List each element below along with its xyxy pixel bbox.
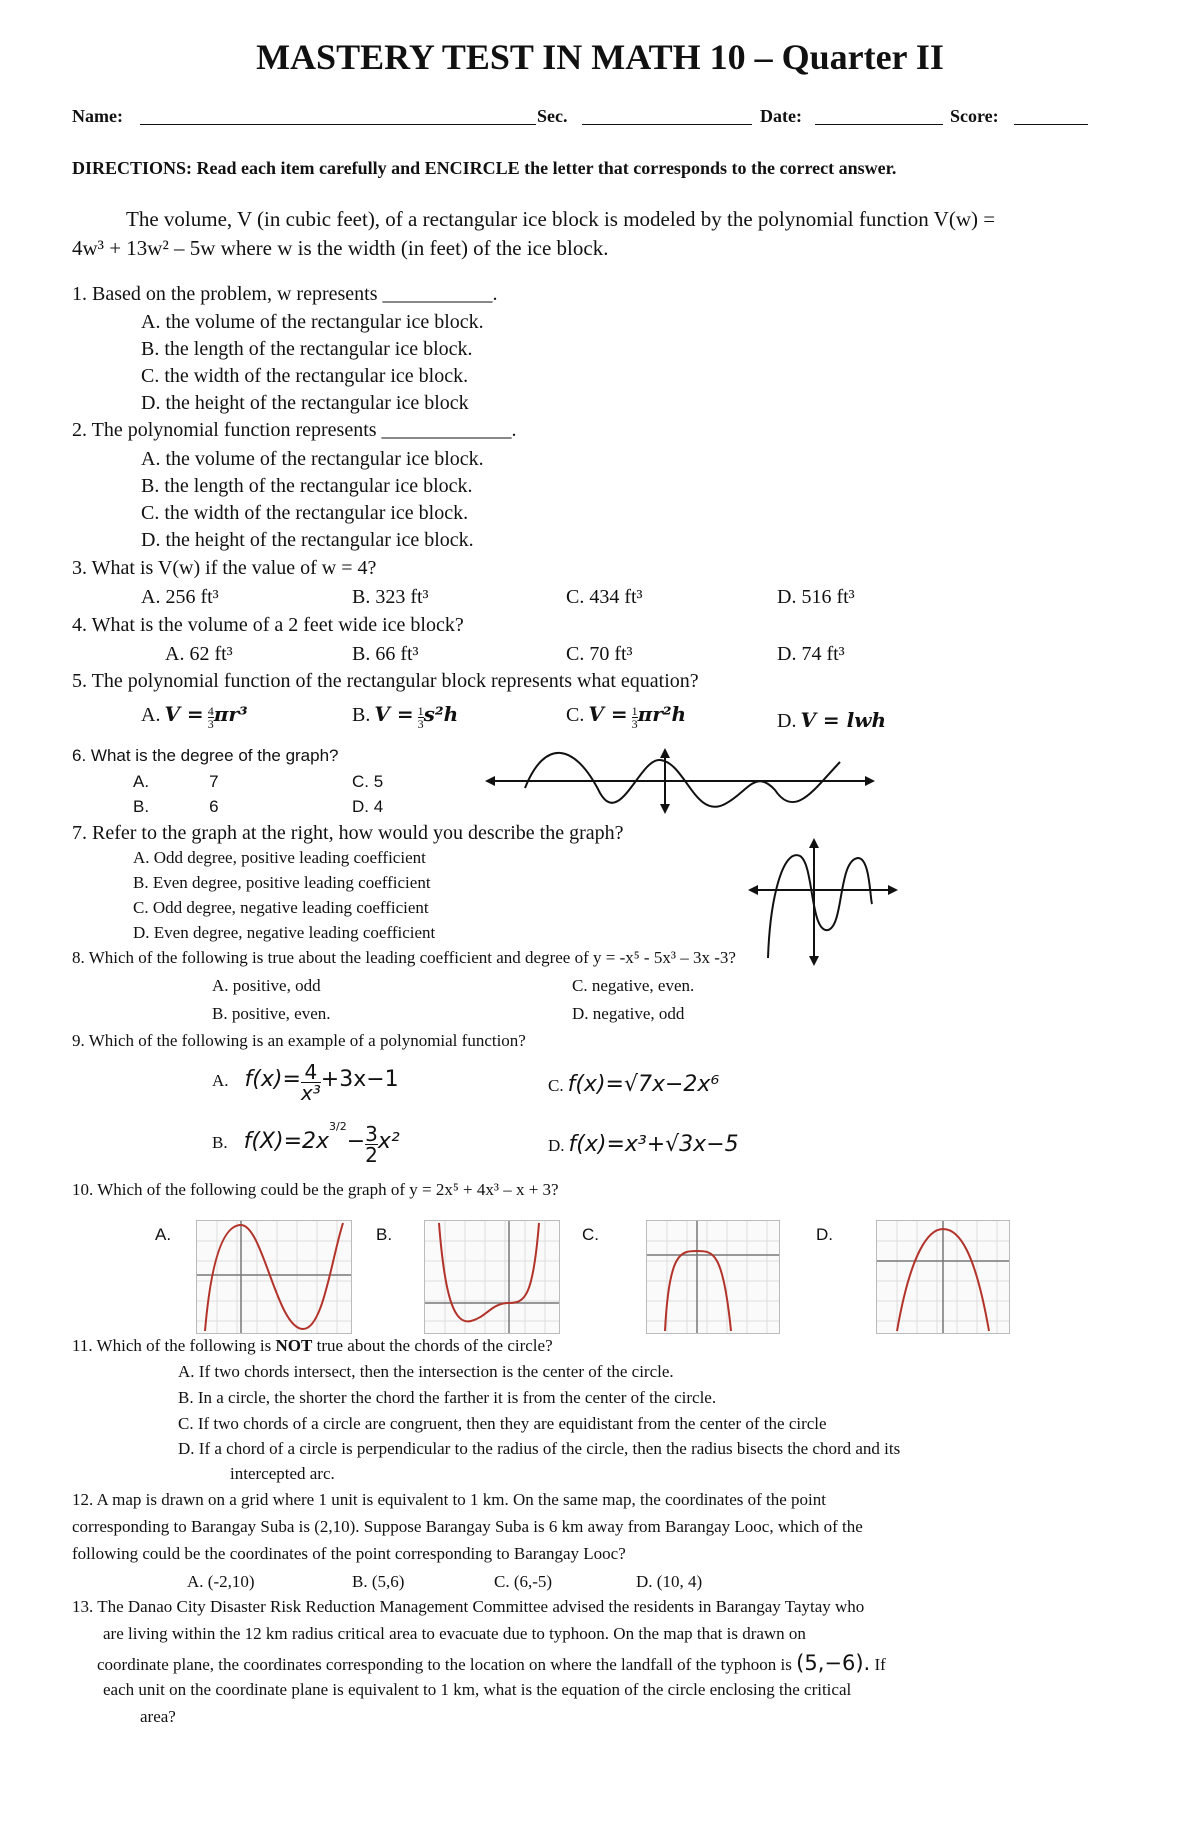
q5-a-rhs: πr³: [213, 702, 248, 726]
q7-option-b[interactable]: B. Even degree, positive leading coefficient: [133, 873, 431, 892]
q5-option-d[interactable]: [777, 708, 886, 733]
q5-option-b[interactable]: [352, 702, 458, 730]
q13-line-2: are living within the 12 km radius critical area to evacuate due to typhoon. On the map that is drawn on: [103, 1624, 806, 1643]
q10-graph-b[interactable]: [424, 1220, 560, 1334]
q3-option-d[interactable]: D. 516 ft³: [777, 586, 855, 608]
q9-a-lhs: f(x)=: [244, 1067, 301, 1093]
score-label: Score:: [950, 106, 999, 126]
q9-option-c[interactable]: [548, 1072, 719, 1097]
q9-b-rest: x²: [377, 1129, 400, 1154]
q9-d-expr: f(x)=x³+√3x−5: [568, 1132, 739, 1157]
q2-stem: 2. The polynomial function represents _____________.: [72, 419, 517, 441]
q11-option-d-cont: intercepted arc.: [230, 1464, 335, 1483]
q2-option-c[interactable]: C. the width of the rectangular ice block.: [141, 502, 469, 524]
q4-option-c[interactable]: C. 70 ft³: [566, 643, 633, 665]
q6-option-b[interactable]: [133, 797, 219, 817]
q6-b-value: 6: [209, 797, 219, 816]
q11-stem-post: true about the chords of the circle?: [312, 1336, 553, 1355]
q3-option-b[interactable]: B. 323 ft³: [352, 586, 429, 608]
q13-line-1: 13. The Danao City Disaster Risk Reduction Management Committee advised the residents in Barangay Taytay who: [72, 1597, 865, 1616]
q10-option-c-label[interactable]: C.: [582, 1225, 599, 1244]
q9-option-d[interactable]: [548, 1132, 739, 1157]
q3-option-a[interactable]: A. 256 ft³: [141, 586, 219, 608]
q9-option-b[interactable]: [212, 1120, 400, 1165]
q11-option-c[interactable]: C. If two chords of a circle are congruent, then they are equidistant from the center of the circle: [178, 1414, 827, 1433]
q2-option-b[interactable]: B. the length of the rectangular ice block.: [141, 475, 473, 497]
q6-stem: 6. What is the degree of the graph?: [72, 746, 339, 765]
q5-d-expr: V = lwh: [800, 708, 887, 732]
q1-option-c[interactable]: C. the width of the rectangular ice block.: [141, 365, 469, 387]
q5-d-letter: D.: [777, 710, 797, 732]
q9-b-exponent: 3/2: [329, 1120, 347, 1133]
q13-landfall-coordinates: (5,−6).: [796, 1651, 871, 1675]
q5-a-num: 4: [207, 703, 214, 718]
q5-a-den: 3: [207, 716, 214, 731]
q10-option-a-label[interactable]: A.: [155, 1225, 172, 1244]
q5-a-lhs: V =: [164, 702, 204, 726]
q4-option-d[interactable]: D. 74 ft³: [777, 643, 845, 665]
q9-b-minus: −: [346, 1129, 366, 1154]
q5-c-rhs: πr²h: [637, 702, 687, 726]
q9-a-num: 4: [304, 1060, 318, 1084]
q1-stem: 1. Based on the problem, w represents ___________.: [72, 283, 498, 305]
q13-line-4: each unit on the coordinate plane is equivalent to 1 km, what is the equation of the circle enclosing the critical: [103, 1680, 852, 1699]
q12-option-b[interactable]: B. (5,6): [352, 1572, 405, 1591]
q1-option-a[interactable]: A. the volume of the rectangular ice block.: [141, 311, 484, 333]
q6-graph: [485, 748, 875, 814]
q10-option-b-label[interactable]: B.: [376, 1225, 393, 1244]
q12-line-1: 12. A map is drawn on a grid where 1 unit is equivalent to 1 km. On the same map, the coordinates of the point: [72, 1490, 826, 1509]
name-label: Name:: [72, 106, 123, 126]
q7-option-a[interactable]: A. Odd degree, positive leading coefficient: [133, 848, 426, 867]
q10-graph-a[interactable]: [196, 1220, 352, 1334]
q5-b-rhs: s²h: [423, 702, 459, 726]
q11-option-b[interactable]: B. In a circle, the shorter the chord the farther it is from the center of the circle.: [178, 1388, 717, 1407]
q13-line-3a: coordinate plane, the coordinates corresponding to the location on where the landfall of the typhoon is: [97, 1655, 792, 1674]
q9-a-den: x³: [300, 1081, 321, 1105]
q9-b-num: 3: [365, 1121, 378, 1146]
q5-c-lhs: V =: [588, 702, 628, 726]
q4-stem: 4. What is the volume of a 2 feet wide ice block?: [72, 614, 464, 636]
q6-b-letter: B.: [133, 797, 150, 816]
q5-c-num: 1: [631, 703, 638, 718]
q6-a-letter: A.: [133, 772, 150, 791]
q3-option-c[interactable]: C. 434 ft³: [566, 586, 643, 608]
q5-b-lhs: V =: [374, 702, 414, 726]
q8-stem: 8. Which of the following is true about the leading coefficient and degree of y = -x⁵ - 5x³ – 3x -3?: [72, 948, 736, 967]
sec-field[interactable]: [582, 108, 752, 130]
q13-line-3: [97, 1651, 886, 1675]
q7-option-d[interactable]: D. Even degree, negative leading coefficient: [133, 923, 436, 942]
sec-label: Sec.: [537, 106, 568, 126]
q11-option-a[interactable]: A. If two chords intersect, then the intersection is the center of the circle.: [178, 1362, 674, 1381]
q5-b-num: 1: [417, 703, 424, 718]
q9-b-letter: B.: [212, 1133, 228, 1152]
q2-option-a[interactable]: A. the volume of the rectangular ice block.: [141, 448, 484, 470]
problem-line-2: 4w³ + 13w² – 5w where w is the width (in feet) of the ice block.: [72, 236, 609, 260]
q7-option-c[interactable]: C. Odd degree, negative leading coefficient: [133, 898, 429, 917]
q9-stem: 9. Which of the following is an example of a polynomial function?: [72, 1031, 526, 1050]
q9-a-letter: A.: [212, 1071, 229, 1091]
q11-stem-pre: 11. Which of the following is: [72, 1336, 276, 1355]
q5-option-a[interactable]: [141, 702, 248, 730]
q11-option-d[interactable]: D. If a chord of a circle is perpendicular to the radius of the circle, then the radius bisects the chord and its: [178, 1439, 901, 1458]
q7-graph: [748, 838, 898, 966]
q13-line-3c: If: [874, 1655, 886, 1674]
q5-stem: 5. The polynomial function of the rectangular block represents what equation?: [72, 670, 699, 692]
q5-option-c[interactable]: [566, 702, 686, 730]
q6-option-a[interactable]: [133, 772, 219, 792]
q9-option-a[interactable]: [212, 1062, 399, 1103]
q4-option-a[interactable]: A. 62 ft³: [165, 643, 233, 665]
q5-c-den: 3: [631, 716, 638, 731]
q7-stem: 7. Refer to the graph at the right, how would you describe the graph?: [72, 822, 624, 844]
q12-line-2: corresponding to Barangay Suba is (2,10). Suppose Barangay Suba is 6 km away from Barangay Looc, which of the: [72, 1517, 863, 1536]
q3-stem: 3. What is V(w) if the value of w = 4?: [72, 557, 377, 579]
q9-c-expr: f(x)=√7x−2x⁶: [567, 1072, 720, 1097]
q11-stem: [72, 1336, 553, 1356]
q9-b-den: 2: [365, 1142, 378, 1167]
q5-a-letter: A.: [141, 704, 161, 726]
q5-b-den: 3: [417, 716, 424, 731]
q6-option-c[interactable]: C. 5: [352, 772, 384, 791]
q8-option-c[interactable]: C. negative, even.: [572, 976, 695, 995]
date-field[interactable]: [815, 108, 943, 130]
q10-graph-d[interactable]: [876, 1220, 1010, 1334]
q9-c-letter: C.: [548, 1076, 564, 1095]
q10-graph-c[interactable]: [646, 1220, 780, 1334]
score-field[interactable]: [1014, 108, 1088, 130]
q1-option-b[interactable]: B. the length of the rectangular ice block.: [141, 338, 473, 360]
q8-option-b[interactable]: B. positive, even.: [212, 1004, 331, 1023]
q9-a-rest: +3x−1: [320, 1067, 399, 1093]
q11-stem-bold: NOT: [275, 1336, 313, 1355]
q12-option-a[interactable]: A. (-2,10): [187, 1572, 255, 1591]
q12-option-d[interactable]: D. (10, 4): [636, 1572, 703, 1591]
q6-a-value: 7: [209, 772, 219, 791]
q2-option-d[interactable]: D. the height of the rectangular ice block.: [141, 529, 474, 551]
q12-line-3: following could be the coordinates of the point corresponding to Barangay Looc?: [72, 1544, 626, 1563]
q10-option-d-label[interactable]: D.: [816, 1225, 833, 1244]
problem-line-1: The volume, V (in cubic feet), of a rectangular ice block is modeled by the polynomial function V(w) =: [126, 207, 996, 231]
q13-line-5: area?: [140, 1707, 176, 1726]
q12-option-c[interactable]: C. (6,-5): [494, 1572, 553, 1591]
name-field[interactable]: [140, 108, 536, 130]
directions: DIRECTIONS: Read each item carefully and ENCIRCLE the letter that corresponds to the correct answer.: [72, 158, 897, 178]
q1-option-d[interactable]: D. the height of the rectangular ice block: [141, 392, 469, 414]
q8-option-a[interactable]: A. positive, odd: [212, 976, 321, 995]
q10-stem: 10. Which of the following could be the graph of y = 2x⁵ + 4x³ – x + 3?: [72, 1180, 559, 1199]
q5-b-letter: B.: [352, 704, 371, 726]
q8-option-d[interactable]: D. negative, odd: [572, 1004, 685, 1023]
q9-b-lhs: f(X)=2x: [243, 1129, 330, 1154]
q6-option-d[interactable]: D. 4: [352, 797, 384, 816]
date-label: Date:: [760, 106, 802, 126]
q9-d-letter: D.: [548, 1136, 565, 1155]
page-title: MASTERY TEST IN MATH 10 – Quarter II: [256, 37, 944, 77]
q4-option-b[interactable]: B. 66 ft³: [352, 643, 419, 665]
q5-c-letter: C.: [566, 704, 585, 726]
